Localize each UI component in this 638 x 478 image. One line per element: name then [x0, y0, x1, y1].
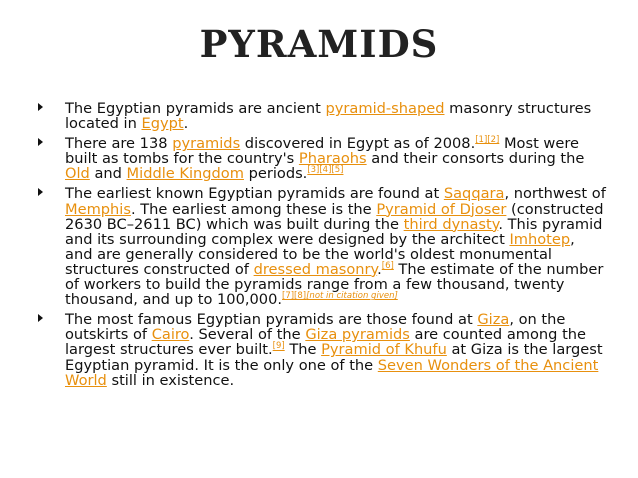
body-text: still in existence.: [106, 371, 235, 389]
wiki-link[interactable]: third dynasty: [403, 215, 499, 233]
body-text: There are 138: [65, 135, 173, 153]
bullet-item: [38, 186, 606, 307]
body-text: at Giza is the largest Egyptian pyramid. It is the only one of the: [65, 341, 603, 374]
body-text: masonry structures located in: [65, 100, 592, 133]
body-text: .: [377, 260, 382, 278]
body-text: are counted among the largest structures ever built.: [65, 326, 587, 359]
body-text: The: [65, 100, 97, 117]
bullet-arrow-icon: [38, 103, 43, 111]
wiki-link[interactable]: Egypt: [141, 115, 184, 133]
body-text: Most were built as tombs for the country's: [65, 135, 580, 168]
body-text: The earliest known Egyptian pyramids are found at: [65, 185, 444, 203]
wiki-link[interactable]: Giza: [477, 311, 510, 329]
body-text: . The earliest among these is the: [130, 200, 377, 218]
body-text: periods.: [243, 165, 308, 183]
wiki-link[interactable]: Middle Kingdom: [126, 165, 244, 183]
wiki-link[interactable]: Pyramid of Djoser: [376, 200, 507, 218]
bullet-arrow-icon: [38, 188, 43, 196]
slide-title: PYRAMIDS: [199, 22, 439, 66]
wiki-link[interactable]: Seven Wonders of the Ancient World: [65, 356, 599, 389]
body-text: , on the outskirts of: [65, 311, 566, 344]
wiki-link[interactable]: Memphis: [65, 200, 131, 218]
citation-ref[interactable]: [3][4][5]: [307, 165, 344, 176]
bullet-item: [38, 136, 606, 181]
wiki-link[interactable]: Old: [65, 165, 90, 183]
wiki-link[interactable]: Pyramid of Khufu: [321, 341, 447, 359]
citation-ref[interactable]: [9]: [272, 341, 285, 352]
body-text: , northwest of: [504, 185, 606, 203]
wiki-link[interactable]: pyramid-shaped: [325, 100, 445, 117]
body-text: The: [284, 341, 322, 359]
body-text: The estimate of the number of workers to build the pyramids range from a few thousand, twenty thousand, and up to 100,000.: [65, 260, 604, 309]
citation-ref[interactable]: [6]: [381, 261, 394, 272]
wiki-link[interactable]: Giza pyramids: [305, 326, 410, 344]
bullet-list: [38, 101, 606, 393]
body-text: are ancient: [233, 100, 326, 117]
wiki-link[interactable]: Saqqara: [443, 185, 505, 203]
bullet-arrow-icon: [38, 314, 43, 322]
body-text: (constructed 2630 BC–2611 BC) which was built during the: [65, 200, 604, 233]
body-text: and their consorts during the: [366, 150, 585, 168]
wiki-link[interactable]: pyramids: [172, 135, 241, 153]
body-text: . This pyramid and its surrounding complex were designed by the architect: [65, 215, 603, 248]
wiki-link[interactable]: Cairo: [151, 326, 190, 344]
body-text: , and are generally considered to be the world's oldest monumental structures constructed of: [65, 230, 575, 278]
citation-ref[interactable]: [7][8]: [282, 291, 307, 302]
body-text: and: [89, 165, 127, 183]
bullet-arrow-icon: [38, 138, 43, 146]
body-text: . Several of the: [189, 326, 306, 344]
wiki-link[interactable]: Pharaohs: [298, 150, 367, 168]
citation-ref[interactable]: [1][2]: [475, 135, 500, 146]
wiki-link[interactable]: Imhotep: [509, 230, 571, 248]
bullet-item: [38, 101, 606, 131]
wiki-link[interactable]: dressed masonry: [253, 260, 378, 278]
bullet-item: [38, 312, 606, 387]
body-text: The most famous Egyptian pyramids are those found at: [65, 311, 478, 329]
body-text: Egyptian pyramids: [96, 100, 234, 117]
citation-note[interactable]: [not in citation given]: [306, 291, 398, 302]
body-text: .: [183, 115, 189, 133]
body-text: discovered in Egypt as of 2008.: [240, 135, 476, 153]
